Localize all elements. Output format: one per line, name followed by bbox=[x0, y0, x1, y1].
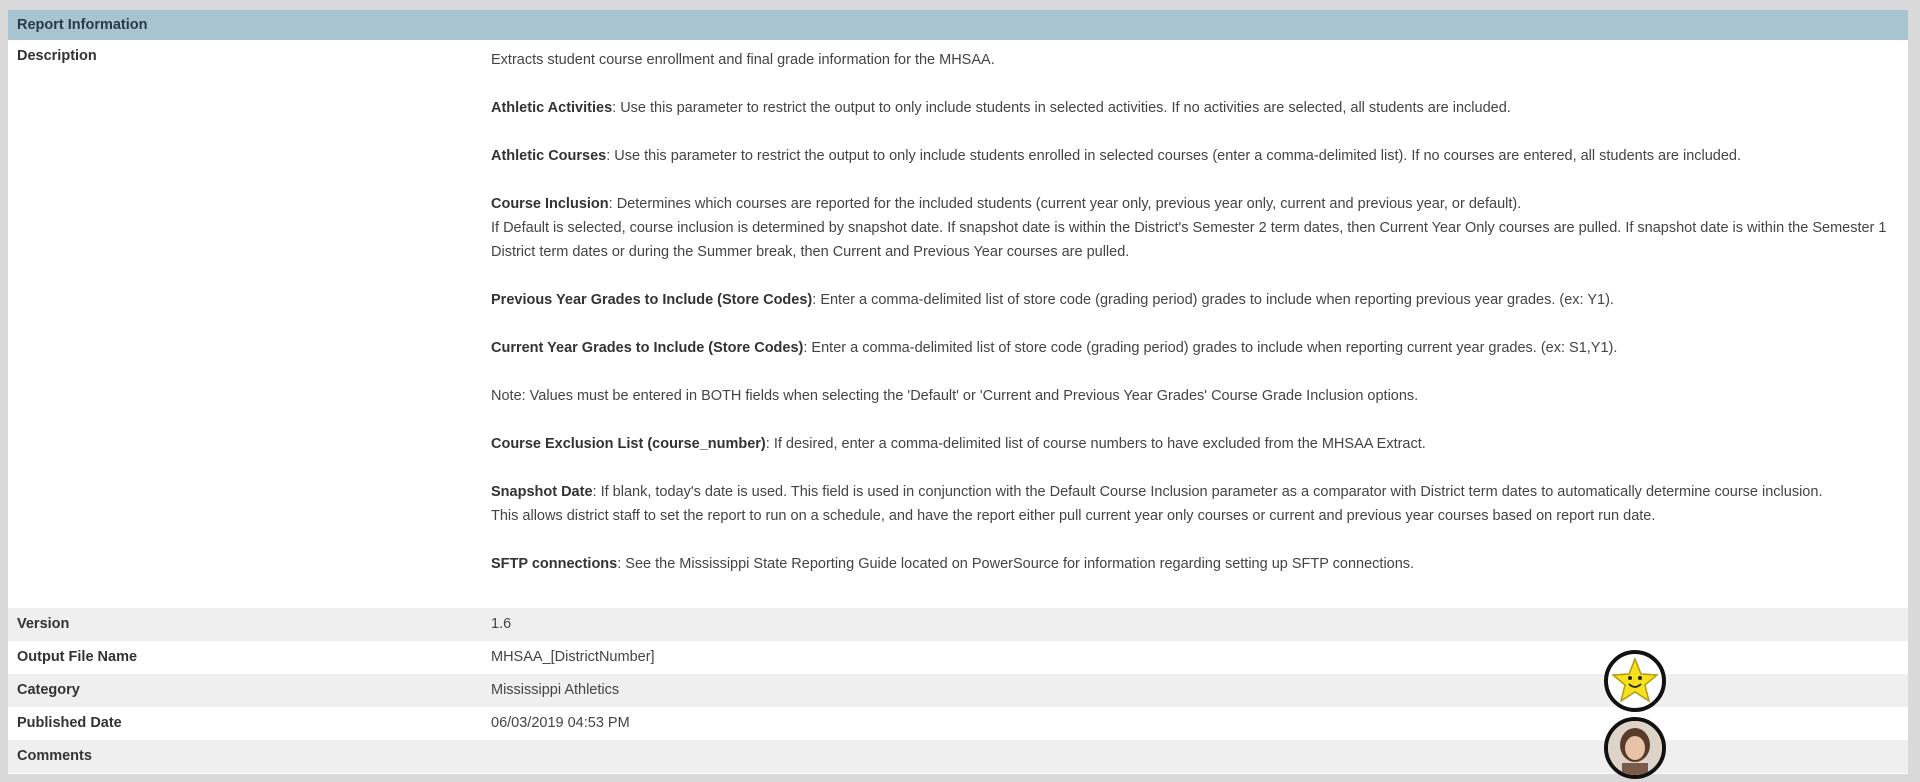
athletic-activities-text: : Use this parameter to restrict the output to only include students in selected activities. If no activities are selected, all students are included. bbox=[612, 100, 1511, 116]
description-row bbox=[8, 40, 1908, 608]
output-file-value: MHSAA_[DistrictNumber] bbox=[491, 649, 655, 665]
snapshot-date-text: : If blank, today's date is used. This field is used in conjunction with the Default Course Inclusion parameter as a comparator with District term dates to automatically determine course inclusion. bbox=[592, 484, 1823, 500]
snapshot-date-paragraph bbox=[491, 480, 1894, 528]
version-value: 1.6 bbox=[491, 616, 512, 632]
course-inclusion-term: Course Inclusion bbox=[491, 196, 609, 212]
snapshot-date-term: Snapshot Date bbox=[491, 484, 593, 500]
athletic-courses-text: : Use this parameter to restrict the output to only include students enrolled in selected courses (enter a comma-delimited list). If no courses are entered, all students are included. bbox=[606, 148, 1742, 164]
athletic-courses-paragraph bbox=[491, 144, 1894, 168]
published-date-label: Published Date bbox=[17, 715, 122, 731]
comments-label: Comments bbox=[17, 748, 92, 764]
current-year-grades-text: : Enter a comma-delimited list of store code (grading period) grades to include when reporting current year grades. (ex: S1,Y1). bbox=[803, 340, 1618, 356]
previous-year-grades-text: : Enter a comma-delimited list of store code (grading period) grades to include when reporting previous year grades. (ex: Y1). bbox=[812, 292, 1614, 308]
description-value bbox=[491, 40, 1908, 608]
published-date-value: 06/03/2019 04:53 PM bbox=[491, 715, 630, 731]
comments-value bbox=[491, 740, 1908, 773]
description-intro: Extracts student course enrollment and final grade information for the MHSAA. bbox=[491, 52, 995, 68]
sftp-text: : See the Mississippi State Reporting Guide located on PowerSource for information regarding setting up SFTP connections. bbox=[617, 556, 1415, 572]
version-label: Version bbox=[17, 616, 70, 632]
output-file-label: Output File Name bbox=[17, 649, 138, 665]
course-exclusion-paragraph bbox=[491, 432, 1894, 456]
course-exclusion-term: Course Exclusion List (course_number) bbox=[491, 436, 766, 452]
athletic-courses-term: Athletic Courses bbox=[491, 148, 607, 164]
sftp-term: SFTP connections bbox=[491, 556, 618, 572]
athletic-activities-term: Athletic Activities bbox=[491, 100, 613, 116]
athletic-activities-paragraph bbox=[491, 96, 1894, 120]
note-paragraph: Note: Values must be entered in BOTH fields when selecting the 'Default' or 'Current and Previous Year Grades' Course Grade Inclusion options. bbox=[491, 388, 1419, 404]
star-icon[interactable] bbox=[1604, 650, 1666, 712]
avatar[interactable] bbox=[1604, 717, 1666, 779]
description-label: Description bbox=[17, 48, 97, 64]
previous-year-grades-paragraph bbox=[491, 288, 1894, 312]
course-inclusion-text: : Determines which courses are reported for the included students (current year only, previous year only, current and previous year, or default). bbox=[608, 196, 1522, 212]
category-label: Category bbox=[17, 682, 80, 698]
course-inclusion-paragraph bbox=[491, 192, 1894, 264]
course-exclusion-text: : If desired, enter a comma-delimited list of course numbers to have excluded from the MHSAA Extract. bbox=[765, 436, 1426, 452]
panel-title: Report Information bbox=[8, 10, 1908, 40]
sftp-paragraph bbox=[491, 552, 1894, 576]
current-year-grades-term: Current Year Grades to Include (Store Codes) bbox=[491, 340, 804, 356]
current-year-grades-paragraph bbox=[491, 336, 1894, 360]
version-row bbox=[8, 608, 1908, 641]
category-value: Mississippi Athletics bbox=[491, 682, 620, 698]
course-inclusion-text-2: If Default is selected, course inclusion is determined by snapshot date. If snapshot date is within the District's Semester 2 term dates, then Current Year Only courses are pulled. If snapshot date is within the Semester 1 District term dates or during the Summer break, then Current and Previous Year courses are pulled. bbox=[491, 220, 1887, 260]
snapshot-date-text-2: This allows district staff to set the report to run on a schedule, and have the report either pull current year only courses or current and previous year courses based on report run date. bbox=[491, 508, 1656, 524]
previous-year-grades-term: Previous Year Grades to Include (Store Codes) bbox=[491, 292, 813, 308]
